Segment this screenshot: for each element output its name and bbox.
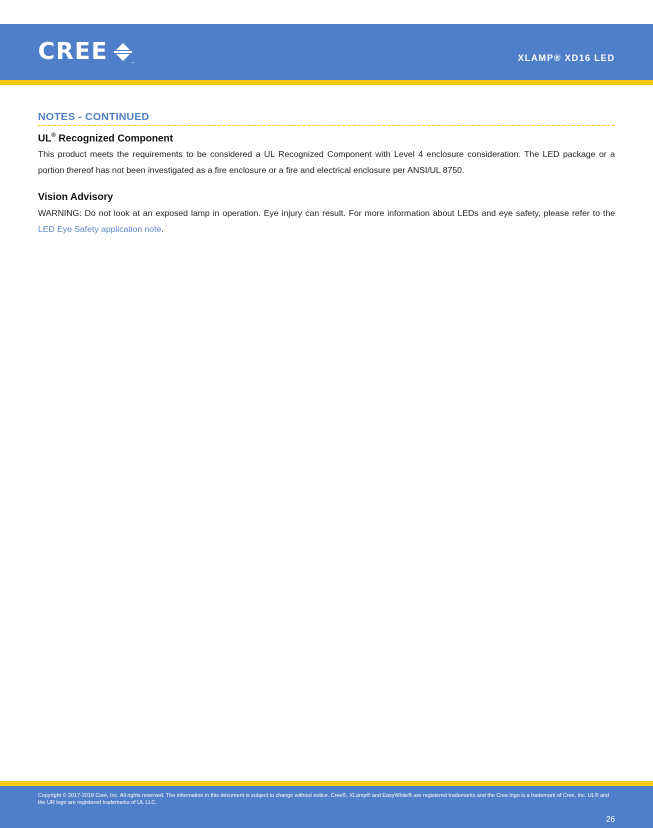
vision-body: [38, 205, 615, 237]
section-title: NOTES - CONTINUED: [38, 111, 615, 126]
ul-body: This product meets the requirements to be considered a UL Recognized Component with Level 4 enclosure consideration. The LED package or a portion thereof has not been investigated as a fire enclosure or a fire and electrical enclosure per ANSI/UL 8750.: [38, 149, 615, 176]
vision-heading: Vision Advisory: [38, 192, 114, 204]
ul-heading-registered: ®: [51, 133, 56, 139]
page-number: 26: [606, 815, 615, 824]
ul-heading-prefix: UL: [38, 133, 52, 145]
header-accent-stripe: [0, 80, 653, 85]
product-name: XLAMP® XD16 LED: [517, 53, 615, 63]
eye-safety-link[interactable]: LED Eye Safety application note: [38, 224, 162, 235]
vision-body-end: .: [161, 224, 164, 235]
ul-heading: [38, 133, 615, 144]
cree-logo: [38, 40, 132, 64]
cree-diamond-arrows-icon: [114, 42, 132, 62]
page-content: [38, 111, 615, 237]
logo-trademark: ™: [131, 61, 134, 65]
copyright-text: Copyright © 2017-2018 Cree, Inc. All rights reserved. The information in this document is subject to change without notice. Cree®, XLamp® and EasyWhite® are registered trademarks and the Cree logo is a trademark of Cree, Inc. UL® and the UR logo are registered trademarks of UL LLC.: [38, 793, 610, 806]
ul-heading-suffix: Recognized Component: [55, 133, 173, 145]
vision-body-text: WARNING: Do not look at an exposed lamp in operation. Eye injury can result. For more information about LEDs and eye safety, please refer to the: [38, 208, 615, 219]
logo-wordmark: CREE: [38, 39, 109, 65]
